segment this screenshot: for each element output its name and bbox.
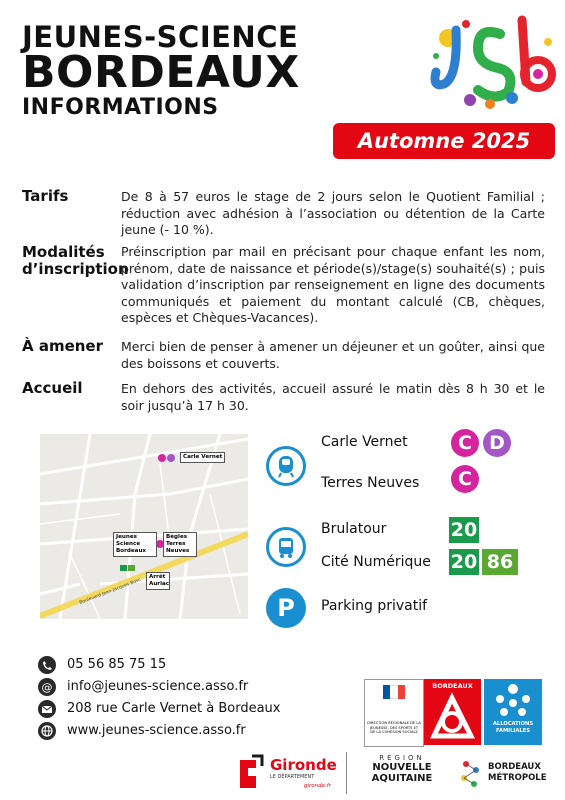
mail-icon (38, 700, 56, 718)
phone-icon (38, 656, 56, 674)
caf-logo (484, 679, 542, 745)
gironde-sub: LE DÉPARTEMENT (270, 774, 315, 780)
location-map[interactable] (40, 434, 248, 619)
bordeaux-logo (424, 679, 481, 745)
tram-line-c-2: C (451, 465, 479, 493)
aquitaine-text: AQUITAINE (371, 773, 433, 784)
map-tag-arret: Arrêt Aurlac (146, 572, 170, 590)
label-accueil: Accueil (22, 379, 83, 397)
contact-address: 208 rue Carle Vernet à Bordeaux (67, 701, 281, 716)
org-title-line2: BORDEAUX (22, 47, 300, 98)
label-tarifs: Tarifs (22, 187, 69, 205)
contact-phone[interactable]: 05 56 85 75 15 (67, 657, 167, 672)
globe-icon (38, 722, 56, 740)
map-tag-begles: Bègles Terres Neuves (163, 532, 197, 557)
tram-stop-carle: Carle Vernet (321, 434, 408, 450)
tram-icon (266, 446, 306, 486)
contact-email[interactable]: info@jeunes-science.asso.fr (67, 679, 249, 694)
page-subtitle: INFORMATIONS (22, 95, 219, 120)
prefet-logo (364, 679, 424, 747)
season-banner: Automne 2025 (333, 123, 555, 159)
bus-line-86: 86 (482, 549, 518, 575)
bus-line-20: 20 (450, 519, 478, 541)
region-text: RÉGION (379, 754, 425, 762)
gironde-url: gironde.fr (304, 783, 331, 789)
map-tag-js: Jeunes Science Bordeaux (113, 532, 157, 557)
text-a-amener: Merci bien de penser à amener un déjeuner et un goûter, ainsi que des boissons et couverts. (121, 339, 545, 371)
map-bus-marker-2 (128, 565, 135, 571)
parking-label: Parking privatif (321, 598, 428, 614)
tram-stop-terres: Terres Neuves (321, 475, 420, 491)
bordeaux-text: BORDEAUX (432, 682, 473, 690)
text-accueil: En dehors des activités, accueil assuré le matin dès 8 h 30 et le soir jusqu’à 17 h 30. (121, 381, 545, 413)
gironde-logo (234, 752, 344, 794)
label-a-amener: À amener (22, 337, 104, 355)
parking-icon: P (266, 588, 306, 628)
jsb-logo (428, 12, 558, 112)
bm-text-2: MÉTROPOLE (488, 773, 547, 783)
bm-text-1: BORDEAUX (488, 762, 541, 772)
label-modalites: Modalités d’inscription (22, 243, 129, 278)
prefet-text: DIRECTION RÉGIONALE DE LA JEUNESSE, DES SPORTS ET DE LA COHÉSION SOCIALE (367, 721, 421, 734)
bus-line-20-2: 20 (450, 551, 478, 573)
gironde-text: Gironde (270, 756, 337, 774)
map-road-label: Boulevard Jean-Jacques Bosc (78, 577, 142, 606)
bus-stop-cite: Cité Numérique (321, 554, 431, 570)
svg-text:@: @ (41, 681, 53, 694)
nouvelle-aquitaine-logo (352, 754, 452, 794)
map-tram-c-marker (158, 454, 166, 462)
separator (346, 752, 347, 794)
map-tram-d-marker (167, 454, 175, 462)
caf-text-2: FAMILIALES (496, 728, 530, 734)
tram-line-c: C (451, 429, 479, 457)
at-icon (38, 678, 56, 696)
org-title-line1: JEUNES-SCIENCE (22, 20, 299, 54)
tram-line-d: D (483, 429, 511, 457)
text-modalites: Préinscription par mail en précisant pour chaque enfant les nom, prénom, date de naissance et période(s)/stage(s) souhaité(s) ; puis validation d’inscription par renseignement en ligne des documents communiqués et paiement du montant calculé (CB, chèques, espèces et Chèques-Vacances). (121, 244, 545, 325)
bus-icon (266, 527, 306, 567)
map-bus-marker (120, 565, 127, 571)
bordeaux-metropole-logo (456, 752, 556, 796)
contact-website[interactable]: www.jeunes-science.asso.fr (67, 723, 246, 738)
nouvelle-text: NOUVELLE (372, 762, 432, 773)
caf-text-1: ALLOCATIONS (492, 721, 534, 727)
text-tarifs: De 8 à 57 euros le stage de 2 jours selon le Quotient Familial ; réduction avec adhésion à l’association ou détention de la Carte jeune (- 10 %). (121, 189, 545, 237)
map-tag-carle: Carle Vernet (180, 452, 225, 463)
bus-stop-brulatour: Brulatour (321, 521, 387, 537)
